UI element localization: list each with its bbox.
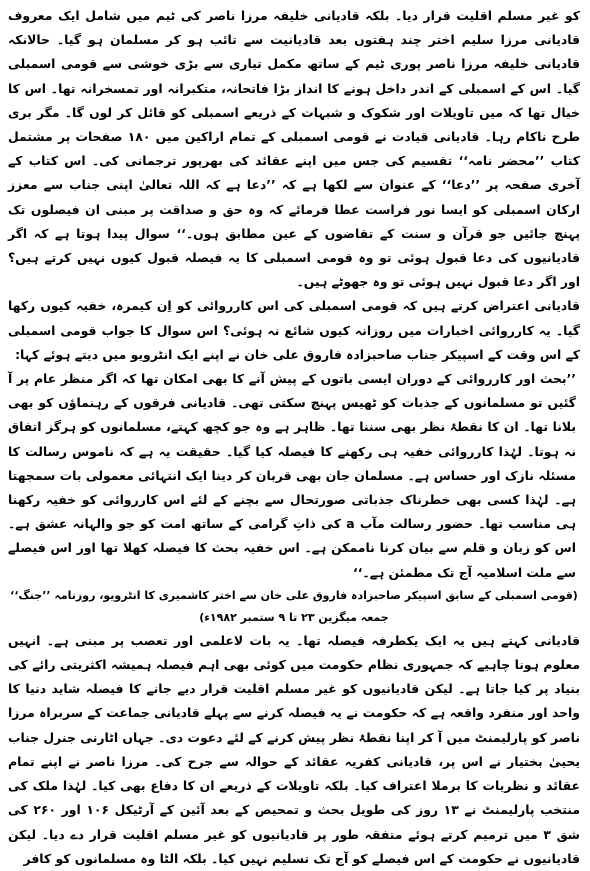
citation: (قومی اسمبلی کے سابق اسپیکر صاحبزادہ فاروق علی خان سے اختر کاشمیری کا انٹرویو، روزنامہ ’’جنگ‘‘ جمعہ میگزین ۲۳ تا ۹ ستمبر ۱۹۸۲ء) <box>10 588 578 624</box>
paragraph-objection: قادیانی اعتراض کرتے ہیں کہ قومی اسمبلی کی اس کارروائی کو اِن کیمرہ، خفیہ کیوں رکھا گیا۔ یہ کارروائی اخبارات میں روزانہ کیوں شائع نہ ہوئی؟ اس سوال کا جواب قومی اسمبلی کے اس وقت کے اسپیکر جناب صاحبزادہ فاروق علی خان نے اپنے ایک انٹرویو میں دیتے ہوئے کہا: <box>8 298 580 362</box>
paragraph-intro: کو غیر مسلم اقلیت قرار دیا۔ بلکہ قادیانی خلیفہ مرزا ناصر کی ٹیم میں شامل ایک معروف قادیانی مرزا سلیم اختر چند ہفتوں بعد قادیانیت سے تائب ہو کر مسلمان ہو گیا۔ حالانکہ قادیانی خلیفہ مرزا ناصر پوری ٹیم کے ساتھ مکمل تیاری سے بڑی خوشی سے قومی اسمبلی گیا۔ اس کے اسمبلی کے اندر داخل ہونے کا انداز بڑا فاتحانہ، متکبرانہ اور تمسخرانہ تھا۔ اس کا خیال تھا کہ میں تاویلات اور شکوک و شبہات کے ذریعے اسمبلی کو قائل کر لوں گا۔ مگر بری طرح ناکام رہا۔ قادیانی قیادت نے قومی اسمبلی کے تمام اراکین میں ۱۸۰ صفحات پر مشتمل کتاب ’’محضر نامہ‘‘ تقسیم کی جس میں اپنے عقائد کی بھرپور ترجمانی کی۔ اس کتاب کے آخری صفحہ پر ’’دعا‘‘ کے عنوان سے لکھا ہے کہ ’’دعا ہے کہ اللہ تعالیٰ اپنی جناب سے معزز ارکان اسمبلی کو ایسا نور فراست عطا فرمائے کہ وہ حق و صداقت پر مبنی ان فیصلوں تک پہنچ جائیں جو قرآن و سنت کے تقاضوں کے عین مطابق ہوں۔‘‘ سوال پیدا ہوتا ہے کہ اگر قادیانیوں کی دعا قبول ہوئی تو وہ قومی اسمبلی کا یہ فیصلہ قبول کیوں نہیں کرتے ہیں؟ اور اگر دعا قبول نہیں ہوئی تو وہ جھوٹے ہیں۔ <box>8 8 580 290</box>
paragraph-quote: ’’بحث اور کارروائی کے دوران ایسی باتوں کے پیش آنے کا بھی امکان تھا کہ اگر منظر عام پر آ گئیں تو مسلمانوں کے جذبات کو ٹھیس پہنچ سکتی تھی۔ قادیانی فرقوں کے رہنماؤں کو بھی بلانا تھا۔ ان کا نقطۂ نظر بھی سننا تھا۔ ظاہر ہے وہ جو کچھ کہتے، مسلمانوں کو ہرگز اتفاق نہ ہوتا۔ لہٰذا کارروائی خفیہ ہی رکھنے کا فیصلہ کیا گیا۔ حقیقت یہ ہے کہ ناموس رسالت کا مسئلہ نازک اور حساس ہے۔ مسلمان جان بھی قربان کر دینا ایک انتہائی معمولی بات سمجھتا ہے۔ لہٰذا کسی بھی خطرناک جذباتی صورتحال سے بچنے کے لئے اس کارروائی کو خفیہ رکھنا ہی مناسب تھا۔ حضور رسالت مآب a کی ذاتِ گرامی کے ساتھ امت کو جو والہانہ عشق ہے۔ اس کو زبان و قلم سے بیان کرنا ناممکن ہے۔ اس خفیہ بحث کا فیصلہ کھلا تھا اور اس فیصلے سے ملت اسلامیہ آج تک مطمئن ہے۔‘‘ <box>8 371 576 580</box>
paragraph-democracy: قادیانی کہتے ہیں یہ ایک یکطرفہ فیصلہ تھا۔ یہ بات لاعلمی اور تعصب پر مبنی ہے۔ انہیں معلوم ہونا چاہیے کہ جمہوری نظام حکومت میں کوئی بھی اہم فیصلہ ہمیشہ اکثریتی رائے کی بنیاد پر کیا جاتا ہے۔ لیکن قادیانیوں کو غیر مسلم اقلیت قرار دیے جانے کا فیصلہ شاید دنیا کا واحد اور منفرد واقعہ ہے کہ حکومت نے یہ فیصلہ کرنے سے پہلے قادیانی جماعت کے سربراہ مرزا ناصر کو پارلیمنٹ میں آ کر اپنا نقطۂ نظر پیش کرنے کے لئے دعوت دی۔ جہاں اٹارنی جنرل جناب یحییٰ بختیار نے اس پر، قادیانی کفریہ عقائد کے حوالہ سے جرح کی۔ مرزا ناصر نے اپنے تمام عقائد و نظریات کا برملا اعتراف کیا۔ بلکہ تاویلات کے ذریعے ان کا دفاع بھی کیا۔ لہٰذا ملک کی منتخب پارلیمنٹ نے ۱۳ روز کی طویل بحث و تمحیص کے بعد آئین کے آرٹیکل ۱۰۶ اور ۲۶۰ کی شق ۳ میں ترمیم کرتے ہوئے متفقہ طور پر قادیانیوں کو غیر مسلم اقلیت قرار دے دیا۔ لیکن قادیانیوں نے حکومت کے اس فیصلے کو آج تک تسلیم نہیں کیا۔ بلکہ الٹا وہ مسلمانوں کو کافر <box>8 632 580 866</box>
